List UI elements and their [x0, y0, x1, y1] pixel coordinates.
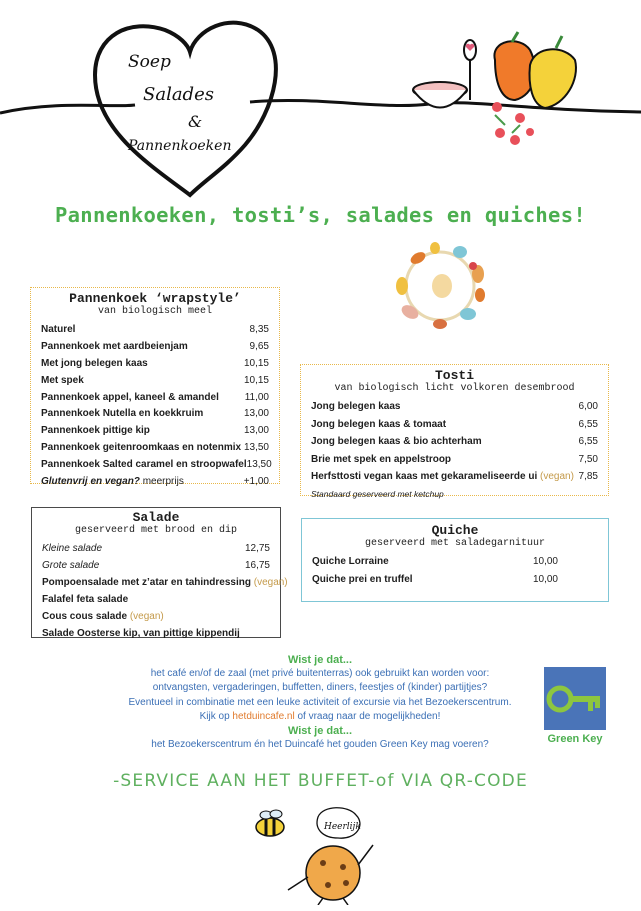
menu-item	[42, 594, 270, 611]
menu-item-name: Pannenkoek Nutella en koekkruim	[41, 408, 204, 420]
menu-item-price: 6,55	[578, 418, 598, 430]
quiche-subtitle: geserveerd met saladegarnituur	[364, 538, 546, 549]
menu-item-price: 13,00	[243, 425, 269, 437]
website-link[interactable]: hetduincafe.nl	[232, 710, 295, 722]
salade-section	[31, 507, 288, 639]
vegan-tag: (vegan)	[540, 471, 574, 482]
info-text: of vraag naar de mogelijkheden!	[297, 710, 441, 722]
menu-item-name: Jong belegen kaas & tomaat	[311, 418, 447, 430]
info-line	[110, 710, 530, 724]
info-section	[110, 653, 530, 752]
bee-icon	[256, 810, 284, 836]
quiche-section	[301, 518, 609, 602]
menu-item	[41, 324, 269, 341]
service-banner: -SERVICE AAN HET BUFFET-of VIA QR-CODE	[113, 771, 528, 791]
soup-bowl-icon	[413, 40, 476, 108]
menu-item-name: Salade Oosterse kip, van pittige kippendij	[42, 628, 240, 639]
menu-item	[311, 419, 598, 437]
logo-line4: Pannenkoeken	[128, 138, 232, 154]
key-icon	[544, 667, 606, 730]
menu-item-name: Pompoensalade met z’atar en tahindressing	[42, 577, 251, 588]
menu-item-price: 6,55	[578, 436, 598, 447]
vegan-tag: (vegan)	[253, 577, 288, 588]
menu-item-name: Met spek	[41, 374, 84, 386]
menu-item-price: +1,00	[243, 476, 269, 488]
tosti-title: Tosti	[434, 368, 474, 383]
menu-item-name: Met jong belegen kaas	[41, 357, 148, 369]
menu-item-name: Herfsttosti vegan kaas met gekarameliseerde ui	[311, 471, 538, 482]
menu-item-price: 13,00	[243, 408, 269, 420]
menu-item-price: 7,50	[578, 453, 598, 465]
menu-item	[41, 408, 269, 425]
menu-item	[311, 401, 598, 419]
menu-item-name: Jong belegen kaas	[311, 401, 401, 412]
cookie-illustration	[248, 805, 398, 905]
menu-item-name: Brie met spek en appelstroop	[311, 453, 452, 465]
green-key-label: Green Key	[547, 733, 603, 745]
heart-icon	[95, 23, 276, 195]
info-heading: Wist je dat...	[287, 725, 353, 738]
menu-item	[311, 436, 598, 454]
menu-item-price: 9,65	[249, 340, 269, 352]
menu-item-price: 10,00	[532, 556, 558, 567]
pepper-icon	[494, 32, 576, 108]
menu-item	[41, 459, 272, 476]
menu-item-price: 13,50	[246, 459, 272, 471]
menu-item	[42, 628, 270, 645]
menu-item	[42, 577, 288, 594]
logo-line2: Salades	[143, 84, 214, 105]
salade-title: Salade	[132, 510, 180, 525]
menu-item-price: 10,00	[532, 573, 558, 585]
menu-item-price: 11,00	[244, 391, 269, 403]
salade-subtitle: geserveerd met brood en dip	[74, 525, 238, 536]
pannenkoek-title: Pannenkoek ‘wrapstyle’	[69, 291, 241, 306]
menu-item-price: 16,75	[244, 560, 270, 571]
menu-item	[41, 425, 269, 442]
menu-item-name: Pannenkoek met aardbeienjam	[41, 340, 188, 352]
menu-item-price: 13,50	[243, 442, 269, 454]
menu-item-extra	[41, 476, 269, 493]
menu-item	[311, 471, 598, 489]
tosti-subtitle: van biologisch licht volkoren desembrood	[334, 383, 575, 394]
menu-item-price: 10,15	[243, 374, 269, 386]
leaf-wreath-icon	[390, 240, 490, 332]
menu-item	[312, 574, 558, 592]
menu-item-name: Glutenvrij en vegan?	[41, 476, 140, 488]
menu-item	[42, 543, 270, 560]
menu-item-name: Falafel feta salade	[42, 594, 129, 605]
menu-item-name: Jong belegen kaas & bio achterham	[311, 436, 482, 447]
menu-item-name: Naturel	[41, 324, 76, 335]
menu-item-name: Quiche Lorraine	[312, 556, 389, 567]
quiche-title: Quiche	[431, 523, 479, 538]
cookie-speech: Heerlijk	[324, 822, 361, 832]
menu-item	[42, 560, 270, 577]
green-key-logo	[544, 667, 606, 730]
menu-item	[41, 358, 269, 375]
menu-item	[42, 611, 270, 628]
menu-item-name: Kleine salade	[42, 543, 103, 554]
info-line: het café en/of de zaal (met privé buitenterras) ook gebruikt kan worden voor:	[150, 668, 490, 680]
menu-item-name: Grote salade	[42, 560, 100, 571]
menu-item	[312, 556, 558, 574]
logo-line3: &	[188, 112, 203, 131]
info-heading: Wist je dat...	[287, 654, 353, 666]
header-illustration	[0, 0, 641, 200]
menu-item	[41, 341, 269, 358]
cookie-icon	[288, 845, 373, 905]
page-headline: Pannenkoeken, tosti’s, salades en quiches!	[55, 203, 586, 227]
menu-item-name: Pannenkoek geitenroomkaas en notenmix	[41, 442, 242, 454]
menu-item-name: Pannenkoek pittige kip	[41, 425, 150, 437]
pannenkoek-section	[30, 287, 280, 488]
menu-item-price: 12,75	[244, 543, 270, 554]
menu-item-price: 7,85	[578, 471, 598, 482]
menu-item	[41, 442, 269, 459]
menu-item-name: Pannenkoek appel, kaneel & amandel	[41, 391, 219, 403]
tosti-section	[300, 364, 609, 499]
menu-item	[41, 392, 269, 409]
logo-line1: Soep	[128, 52, 171, 72]
menu-item-price: 8,35	[249, 324, 269, 335]
menu-item	[311, 454, 598, 472]
info-line: het Bezoekerscentrum én het Duincafé het gouden Green Key mag voeren?	[151, 739, 489, 751]
menu-item-price: 10,15	[243, 357, 269, 369]
menu-item-name: Pannenkoek Salted caramel en stroopwafel	[41, 459, 247, 471]
menu-item-name: Quiche prei en truffel	[312, 573, 413, 585]
info-text: Kijk op	[199, 710, 230, 722]
menu-item-note: meerprijs	[142, 476, 184, 488]
info-line: Eventueel in combinatie met een leuke activiteit of excursie via het Bezoekerscentrum.	[128, 696, 512, 708]
menu-item	[41, 375, 269, 392]
menu-item-name: Cous cous salade	[42, 611, 128, 622]
menu-item-price: 6,00	[578, 401, 598, 412]
info-line: ontvangsten, vergaderingen, buffetten, diners, feestjes of (kinder) partijtjes?	[152, 682, 488, 694]
vegan-tag: (vegan)	[129, 611, 164, 622]
tosti-note: Standaard geserveerd met ketchup	[311, 488, 444, 499]
tosti-note-row	[311, 489, 598, 503]
pannenkoek-subtitle: van biologisch meel	[97, 306, 213, 317]
